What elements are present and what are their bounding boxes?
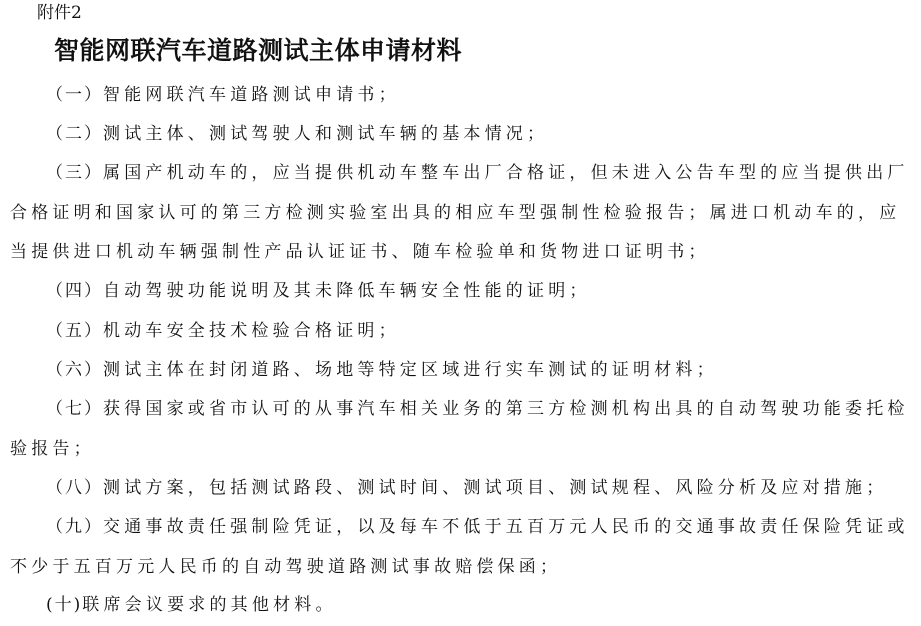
item-number: （三）	[46, 163, 103, 183]
list-item	[10, 312, 915, 352]
item-text: 智能网联汽车道路测试申请书；	[103, 85, 400, 105]
item-text: 获得国家或省市认可的从事汽车相关业务的第三方检测机构出具的自动驾驶功能委托检验报告；	[10, 399, 909, 459]
item-number: （六）	[46, 360, 103, 380]
item-number: （五）	[46, 321, 103, 341]
item-text: 测试方案，包括测试路段、测试时间、测试项目、测试规程、风险分析及应对措施；	[103, 478, 888, 498]
list-item	[10, 272, 915, 312]
list-item	[10, 351, 915, 391]
item-text: 联席会议要求的其他材料。	[82, 595, 337, 615]
item-text: 机动车安全技术检验合格证明；	[103, 321, 400, 341]
item-number: （七）	[46, 399, 103, 419]
list-item	[10, 154, 915, 273]
attachment-label: 附件2	[37, 3, 82, 23]
item-text: 自动驾驶功能说明及其未降低车辆安全性能的证明；	[103, 281, 591, 301]
list-item	[10, 469, 915, 509]
list-item	[10, 76, 915, 116]
item-text: 交通事故责任强制险凭证，以及每车不低于五百万元人民币的交通事故责任保险凭证或不少于五百万元人民币的自动驾驶道路测试事故赔偿保函；	[10, 517, 909, 577]
list-item	[10, 390, 915, 469]
item-number: （九）	[46, 517, 103, 537]
item-number: （八）	[46, 478, 103, 498]
item-text: 属国产机动车的，应当提供机动车整车出厂合格证，但未进入公告车型的应当提供出厂合格证明和国家认可的第三方检测实验室出具的相应车型强制性检验报告；属进口机动车的，应当提供进口机动车辆强制性产品认证证书、随车检验单和货物进口证明书；	[10, 163, 909, 262]
list-item	[10, 115, 915, 155]
item-text: 测试主体在封闭道路、场地等特定区域进行实车测试的证明材料；	[103, 360, 718, 380]
item-number: （二）	[46, 124, 103, 144]
item-number: （一）	[46, 85, 103, 105]
document-title: 智能网联汽车道路测试主体申请材料	[54, 36, 463, 65]
list-item	[10, 508, 915, 587]
item-number: (十)	[46, 595, 83, 615]
item-text: 测试主体、测试驾驶人和测试车辆的基本情况；	[103, 124, 549, 144]
item-number: （四）	[46, 281, 103, 301]
